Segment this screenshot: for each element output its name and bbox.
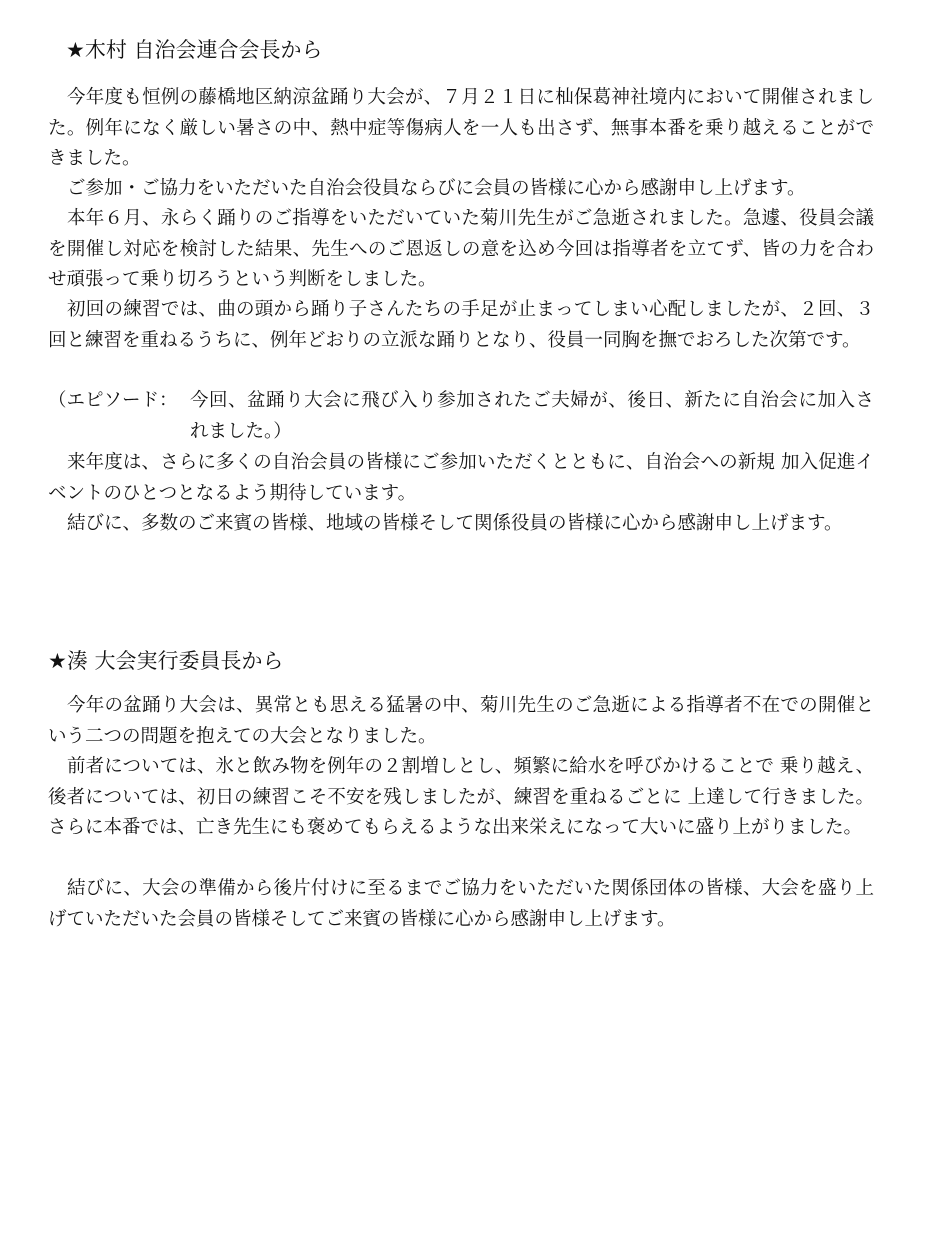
section1-heading: ★木村 自治会連合会長から bbox=[66, 38, 323, 62]
section2-heading: ★湊 大会実行委員長から bbox=[48, 649, 284, 673]
section2-paragraph-1: 今年の盆踊り大会は、異常とも思える猛暑の中、菊川先生のご急逝による指導者不在での開催という二つの問題を抱えての大会となりました。 bbox=[48, 695, 874, 747]
section2-paragraph-3: 結びに、大会の準備から後片付けに至るまでご協力をいただいた関係団体の皆様、大会を盛り上げていただいた会員の皆様そしてご来賓の皆様に心から感謝申し上げます。 bbox=[48, 878, 874, 930]
section1-paragraph-1: 今年度も恒例の藤橋地区納涼盆踊り大会が、７月２１日に杣保葛神社境内において開催されました。例年になく厳しい暑さの中、熱中症等傷病人を一人も出さず、無事本番を乗り越えることができました。 bbox=[48, 87, 874, 169]
section1-paragraph-3: 本年６月、永らく踊りのご指導をいただいていた菊川先生がご急逝されました。急遽、役員会議を開催し対応を検討した結果、先生へのご恩返しの意を込め今回は指導者を立てず、皆の力を合わせ頑張って乗り切ろうという判断をしました。 bbox=[48, 208, 874, 290]
section1-paragraph-4: 初回の練習では、曲の頭から踊り子さんたちの手足が止まってしまい心配しましたが、２回、３回と練習を重ねるうちに、例年どおりの立派な踊りとなり、役員一同胸を撫でおろした次第です。 bbox=[48, 299, 874, 351]
section1-closing-2: 結びに、多数のご来賓の皆様、地域の皆様そして関係役員の皆様に心から感謝申し上げます。 bbox=[67, 513, 843, 534]
episode-label: （エピソード： bbox=[48, 390, 178, 411]
section2-paragraph-2: 前者については、氷と飲み物を例年の２割増しとし、頻繁に給水を呼びかけることで 乗り越え、後者については、初日の練習こそ不安を残しましたが、練習を重ねるごとに 上達して行きました。さらに本番では、亡き先生にも褒めてもらえるような出来栄えになって大いに盛り上がりました。 bbox=[48, 756, 874, 838]
section1-paragraph-2: ご参加・ご協力をいただいた自治会役員ならびに会員の皆様に心から感謝申し上げます。 bbox=[67, 178, 806, 199]
episode-note bbox=[48, 386, 874, 447]
section1-closing-1: 来年度は、さらに多くの自治会員の皆様にご参加いただくとともに、自治会への新規 加入促進イベントのひとつとなるよう期待しています。 bbox=[48, 452, 874, 504]
episode-text: 今回、盆踊り大会に飛び入り参加されたご夫婦が、後日、新たに自治会に加入されました。） bbox=[190, 390, 874, 442]
